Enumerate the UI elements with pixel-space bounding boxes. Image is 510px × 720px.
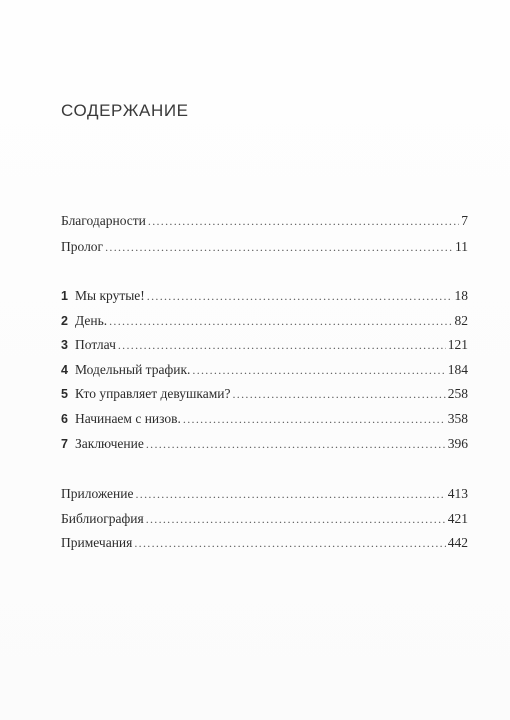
toc-entry-prologue bbox=[61, 239, 468, 257]
dot-leader bbox=[146, 512, 446, 527]
toc-entry-page: 18 bbox=[454, 288, 468, 303]
toc-entry-title: Приложение bbox=[61, 486, 134, 501]
toc-entry-page: 258 bbox=[447, 386, 468, 401]
dot-leader bbox=[148, 214, 459, 229]
toc-entry-title: Заключение bbox=[75, 436, 144, 451]
toc-entry-bibliography bbox=[61, 511, 468, 529]
dot-leader bbox=[109, 314, 452, 329]
dot-leader bbox=[105, 240, 453, 255]
toc-entry-chapter-1 bbox=[61, 288, 468, 306]
toc-entry-title: Мы крутые! bbox=[75, 288, 145, 303]
toc-entry-chapter-6 bbox=[61, 411, 468, 429]
chapter-number: 5 bbox=[61, 387, 68, 401]
chapter-number: 1 bbox=[61, 289, 68, 303]
chapter-number: 2 bbox=[61, 314, 68, 328]
dot-leader bbox=[146, 437, 446, 452]
toc-entry-title: Кто управляет девушками? bbox=[75, 386, 231, 401]
toc-entry-chapter-7 bbox=[61, 436, 468, 454]
chapter-number: 3 bbox=[61, 338, 68, 352]
page-title: СОДЕРЖАНИЕ bbox=[61, 101, 189, 120]
toc-entry-page: 184 bbox=[447, 362, 468, 377]
toc-entry-title: Примечания bbox=[61, 535, 133, 550]
toc-entry-title: Библиография bbox=[61, 511, 144, 526]
toc-entry-page: 82 bbox=[454, 313, 468, 328]
toc-entry-chapter-3 bbox=[61, 337, 468, 355]
toc-entry-notes bbox=[61, 535, 468, 553]
toc-entry-page: 396 bbox=[447, 436, 468, 451]
dot-leader bbox=[233, 387, 446, 402]
chapter-number: 7 bbox=[61, 437, 68, 451]
toc-entry-page: 442 bbox=[447, 535, 468, 550]
toc-entry-page: 358 bbox=[447, 411, 468, 426]
dot-leader bbox=[134, 536, 445, 551]
toc-entry-title: Пролог bbox=[61, 239, 104, 254]
toc-entry-chapter-2 bbox=[61, 313, 468, 331]
dot-leader bbox=[192, 363, 445, 378]
dot-leader bbox=[135, 487, 445, 502]
toc-entry-page: 421 bbox=[447, 511, 468, 526]
dot-leader bbox=[183, 412, 446, 427]
chapter-number: 4 bbox=[61, 363, 68, 377]
toc-entry-title: Благодарности bbox=[61, 213, 146, 228]
toc-entry-appendix bbox=[61, 486, 468, 504]
toc-entry-chapter-5 bbox=[61, 386, 468, 404]
toc-entry-page: 7 bbox=[461, 213, 468, 228]
toc-entry-title: Модельный трафик. bbox=[75, 362, 191, 377]
dot-leader bbox=[118, 338, 446, 353]
chapter-number: 6 bbox=[61, 412, 68, 426]
toc-entry-page: 121 bbox=[447, 337, 468, 352]
dot-leader bbox=[147, 289, 453, 304]
toc-entry-page: 11 bbox=[455, 239, 468, 254]
toc-entry-title: День. bbox=[75, 313, 108, 328]
toc-entry-chapter-4 bbox=[61, 362, 468, 380]
toc-entry-title: Потлач bbox=[75, 337, 116, 352]
toc-entry-acknowledgements bbox=[61, 213, 468, 231]
toc-entry-title: Начинаем с низов. bbox=[75, 411, 181, 426]
toc-entry-page: 413 bbox=[447, 486, 468, 501]
